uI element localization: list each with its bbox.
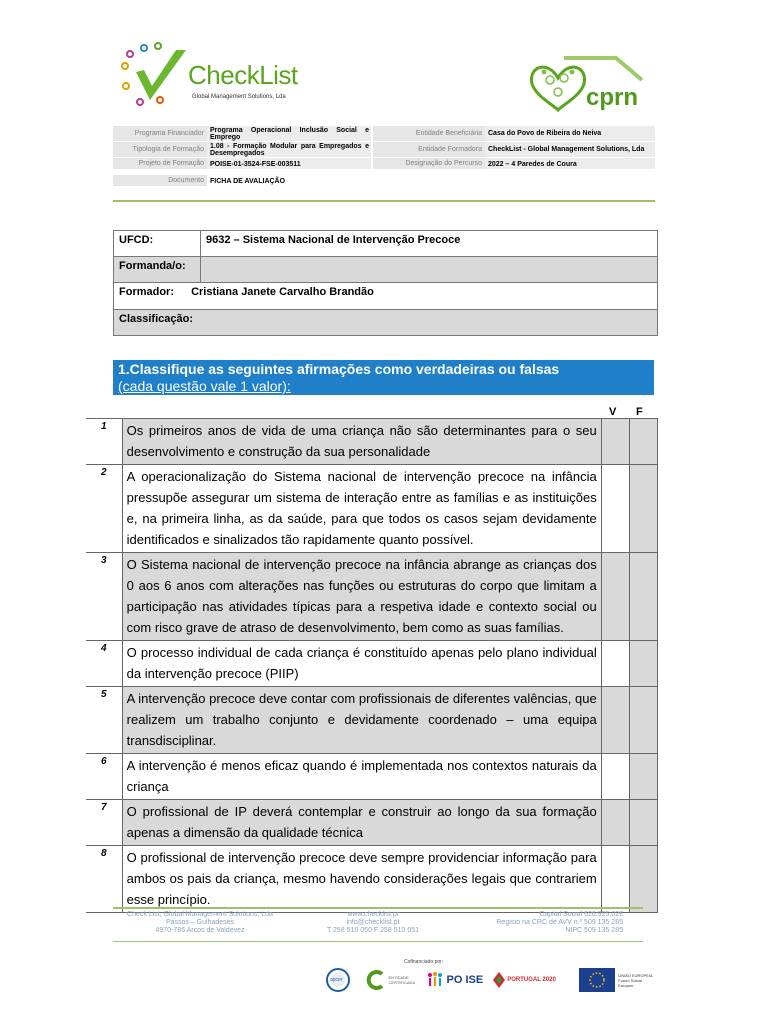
info-label: Entidade Beneficiária bbox=[373, 126, 485, 141]
ufcd-label: UFCD: bbox=[114, 231, 201, 257]
eu-logo bbox=[579, 968, 654, 992]
trainee-field[interactable] bbox=[201, 257, 658, 283]
footer-email-link[interactable]: info@checklist.pt bbox=[346, 919, 400, 926]
checklist-tagline: Global Management Solutions, Lda bbox=[192, 94, 286, 100]
info-label: Programa Financiador bbox=[113, 126, 207, 141]
false-column-label: F bbox=[636, 406, 643, 418]
checklist-brand: CheckList bbox=[188, 60, 298, 90]
info-label: Projeto de Formação bbox=[113, 158, 207, 169]
true-checkbox[interactable] bbox=[601, 687, 629, 754]
false-checkbox[interactable] bbox=[629, 800, 657, 846]
portugal2020-text: PORTUGAL 2020 bbox=[507, 976, 556, 983]
true-checkbox[interactable] bbox=[601, 846, 629, 913]
question-text: O processo individual de cada criança é constituído apenas pelo plano individual da intervenção precoce (PIIP) bbox=[122, 641, 601, 687]
footer-divider bbox=[113, 907, 643, 909]
false-checkbox[interactable] bbox=[629, 465, 657, 553]
question-number: 3 bbox=[86, 553, 122, 641]
project-info-table bbox=[113, 126, 655, 187]
info-value: 2022 – 4 Paredes de Coura bbox=[485, 158, 655, 169]
identification-table bbox=[113, 230, 658, 336]
question-number: 6 bbox=[86, 754, 122, 800]
poise-logo bbox=[425, 970, 484, 990]
funding-logos bbox=[326, 966, 654, 994]
section-subtitle: (cada questão vale 1 valor): bbox=[118, 378, 291, 394]
info-value: CheckList - Global Management Solutions, Lda bbox=[485, 142, 655, 157]
cofinanced-label: Cofinanciado por: bbox=[404, 959, 444, 965]
false-checkbox[interactable] bbox=[629, 754, 657, 800]
poise-figures-icon bbox=[425, 970, 445, 990]
info-value: Programa Operacional Inclusão Social e Emprego bbox=[207, 126, 371, 141]
true-checkbox[interactable] bbox=[601, 419, 629, 465]
question-text: O Sistema nacional de intervenção precoce na infância abrange as crianças dos 0 aos 6 anos com alterações nas funções ou estruturas do corpo que limitam a participação nas atividades típicas para a respetiva idade e contexto social ou com risco grave de atraso de desenvolvimento, bem como as suas famílias. bbox=[122, 553, 601, 641]
question-text: O profissional de intervenção precoce deve sempre providenciar informação para ambos os pais da criança, mesmo havendo considerações legais que contrariem esse princípio. bbox=[122, 846, 601, 913]
info-label: Designação do Percurso bbox=[373, 158, 485, 169]
question-number: 4 bbox=[86, 641, 122, 687]
footer-company-info bbox=[470, 911, 623, 935]
apcer-text: apcer bbox=[330, 977, 343, 983]
question-row bbox=[86, 553, 658, 641]
trainee-label: Formanda/o: bbox=[114, 257, 201, 283]
apcer-logo bbox=[326, 968, 343, 992]
question-row bbox=[86, 687, 658, 754]
question-row bbox=[86, 641, 658, 687]
true-checkbox[interactable] bbox=[601, 800, 629, 846]
footer-address bbox=[113, 911, 287, 935]
eu-text: UNIÃO EUROPEIA Fundo Social Europeu bbox=[618, 972, 653, 988]
info-row bbox=[113, 142, 655, 158]
question-text: O profissional de IP deverá contemplar e construir ao longo da sua formação apenas a dimensão da qualidade técnica bbox=[122, 800, 601, 846]
certified-logo bbox=[365, 969, 417, 991]
info-value: 1.08 - Formação Modular para Empregados e Desempregados bbox=[207, 142, 371, 157]
question-number: 8 bbox=[86, 846, 122, 913]
question-row bbox=[86, 754, 658, 800]
question-row bbox=[86, 419, 658, 465]
certified-text: ENTIDADE CERTIFICADA bbox=[388, 975, 416, 985]
false-checkbox[interactable] bbox=[629, 846, 657, 913]
false-checkbox[interactable] bbox=[629, 419, 657, 465]
info-label: Entidade Formadora bbox=[373, 142, 485, 157]
question-text: Os primeiros anos de vida de uma criança não são determinantes para o seu desenvolvimento e construção da sua personalidade bbox=[122, 419, 601, 465]
question-row bbox=[86, 800, 658, 846]
grade-field[interactable] bbox=[114, 310, 658, 336]
question-number: 7 bbox=[86, 800, 122, 846]
info-value: FICHA DE AVALIAÇÃO bbox=[207, 175, 371, 186]
footer-divider bbox=[113, 941, 643, 942]
trainer-cell bbox=[114, 283, 658, 310]
ufcd-value: 9632 – Sistema Nacional de Intervenção Precoce bbox=[201, 231, 658, 257]
header-divider bbox=[113, 200, 655, 202]
trainer-value: Cristiana Janete Carvalho Brandão bbox=[191, 286, 374, 298]
question-text: A intervenção precoce deve contar com profissionais de diferentes valências, que realizem um trabalho conjunto e devidamente coordenado – uma equipa transdisciplinar. bbox=[122, 687, 601, 754]
info-label: Documento bbox=[113, 175, 207, 186]
question-row bbox=[86, 465, 658, 553]
question-text: A intervenção é menos eficaz quando é implementada nos contextos naturais da criança bbox=[122, 754, 601, 800]
info-value: Casa do Povo de Ribeira do Neiva bbox=[485, 126, 655, 141]
footer-line: NIPC 509 135 285 bbox=[565, 927, 623, 934]
question-number: 1 bbox=[86, 419, 122, 465]
section-title: 1.Classifique as seguintes afirmações como verdadeiras ou falsas bbox=[118, 361, 560, 377]
footer-line: Check List, Global Management Solutions, Lda bbox=[127, 911, 273, 918]
poise-text: PO ISE bbox=[446, 974, 484, 986]
question-number: 5 bbox=[86, 687, 122, 754]
cprn-brand: cprn bbox=[586, 84, 639, 111]
checklist-check-icon bbox=[116, 42, 196, 114]
footer-contacts bbox=[300, 911, 446, 935]
section-header bbox=[113, 360, 654, 395]
info-row bbox=[113, 158, 655, 170]
true-column-label: V bbox=[609, 406, 617, 418]
info-row bbox=[113, 126, 655, 142]
question-row bbox=[86, 846, 658, 913]
footer-website-link[interactable]: www.checklist.pt bbox=[347, 911, 399, 918]
checklist-logo bbox=[116, 42, 306, 114]
footer-line: 4970-786 Arcos de Valdevez bbox=[155, 927, 245, 934]
info-value: POISE-01-3524-FSE-003511 bbox=[207, 158, 371, 169]
footer-line: T 258 510 050 F 258 510 051 bbox=[326, 927, 420, 934]
false-checkbox[interactable] bbox=[629, 641, 657, 687]
portugal-flag-icon bbox=[491, 970, 507, 990]
footer-line: Capital Social 626.925,02€ bbox=[539, 911, 623, 918]
false-checkbox[interactable] bbox=[629, 687, 657, 754]
true-checkbox[interactable] bbox=[601, 553, 629, 641]
cprn-logo bbox=[524, 50, 654, 116]
question-text: A operacionalização do Sistema nacional de intervenção precoce na infância pressupõe assegurar um sistema de interação entre as famílias e as instituições e, na primeira linha, as da saúde, para que todos os casos sejam devidamente identificados e sinalizados tão rapidamente quanto possível. bbox=[122, 465, 601, 553]
certified-c-icon bbox=[365, 969, 387, 991]
true-checkbox[interactable] bbox=[601, 641, 629, 687]
footer-line: Passos – Gulhadeses bbox=[165, 919, 235, 926]
portugal2020-logo bbox=[491, 970, 571, 990]
grade-label: Classificação: bbox=[119, 313, 193, 325]
footer-line: Registo na CRC de AVV n.º 509 135 285 bbox=[496, 919, 623, 926]
question-number: 2 bbox=[86, 465, 122, 553]
info-label: Tipologia de Formação bbox=[113, 142, 207, 157]
trainer-label: Formador: bbox=[119, 286, 174, 298]
false-checkbox[interactable] bbox=[629, 553, 657, 641]
eu-flag-icon bbox=[579, 968, 615, 992]
info-row bbox=[113, 175, 655, 187]
questions-table bbox=[86, 418, 658, 913]
true-checkbox[interactable] bbox=[601, 465, 629, 553]
true-checkbox[interactable] bbox=[601, 754, 629, 800]
